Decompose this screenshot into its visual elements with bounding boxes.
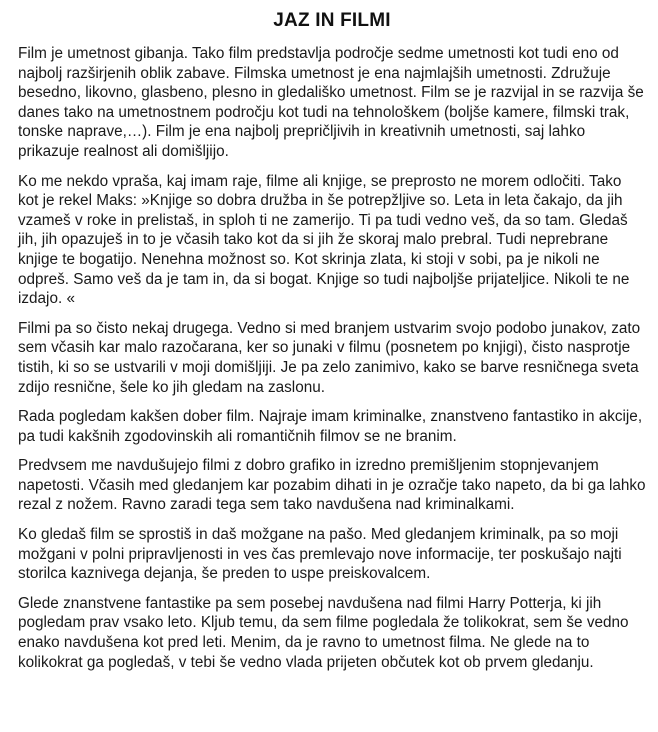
paragraph-favorite-genres: Rada pogledam kakšen dober film. Najraje imam kriminalke, znanstveno fantastiko in akcije, pa tudi kakšnih zgodovinskih ali romantičnih filmov se ne branim.: [18, 408, 643, 445]
paragraph-intro: Film je umetnost gibanja. Tako film predstavlja področje sedme umetnosti kot tudi eno od najbolj razširjenih oblik zabave. Filmska umetnost je ena najmlajših umetnosti. Združuje besedno, likovno, glasbeno, plesno in gledališko umetnost. Film se je razvijal in se razvija še danes tako na umetnostnem področju kot tudi na tehnološkem (boljše kamere, filmski trak, tonske naprave,…). Film je ena najbolj prepričljivih in kreativnih umetnosti, saj lahko prikazuje realnost ali domišljijo.: [18, 45, 644, 160]
paragraph-books-quote: Ko me nekdo vpraša, kaj imam raje, filme ali knjige, se preprosto ne morem odločiti. Tako kot je rekel Maks: »Knjige so dobra družba in še potrepžljive so. Leta in leta čakajo, da jih vzameš v roke in prelistaš, in sploh ti ne zamerijo. Ti pa tudi vedno veš, da so tam. Gledaš jih, jih opazuješ in to je včasih tako kot da si jih že skoraj malo prebral. Tudi neprebrane knjige te bogatijo. Nenehna možnost so. Kot skrinja zlata, ki stoji v sobi, pa je nikoli ne odpreš. Samo veš da je tam in, da si bogat. Knjige so tudi najboljše prijateljice. Nikoli te ne izdajo. «: [18, 172, 630, 308]
paragraph-suspense: Predvsem me navdušujejo filmi z dobro grafiko in izredno premišljenim stopnjevanjem napetosti. Včasih med gledanjem kar pozabim dihati in je ozračje tako napeto, da bi ga lahko rezal z nožem. Ravno zaradi tega sem tako navdušena nad kriminalkami.: [18, 457, 646, 514]
document-title: JAZ IN FILMI: [273, 10, 391, 31]
paragraph-relaxation: Ko gledaš film se sprostiš in daš možgane na pašo. Med gledanjem kriminalk, pa so moji možgani v polni pripravljenosti in ves čas premlevajo nove informacije, ter poskušajo najti storilca kaznivega dejanja, še preden to uspe preiskovalcem.: [18, 526, 622, 583]
paragraph-harry-potter: Glede znanstvene fantastike pa sem posebej navdušena nad filmi Harry Potterja, ki jih pogledam prav vsako leto. Kljub temu, da sem filme pogledala že tolikokrat, sem še vedno enako navdušena kot pred leti. Menim, da je ravno to umetnost filma. Ne glede na to kolikokrat ga pogledaš, v tebi še vedno vlada prijeten občutek kot ob prvem gledanju.: [18, 594, 629, 671]
paragraph-films-different: Filmi pa so čisto nekaj drugega. Vedno si med branjem ustvarim svojo podobo junakov, zato sem včasih kar malo razočarana, ker so junaki v filmu (posnetem po knjigi), čisto nasprotje tistih, ki so se ustvarili v moji domišljiji. Je pa zelo zanimivo, kako se barve resničnega sveta zdijo resnične, šele ko jih gledam na zaslonu.: [18, 319, 641, 396]
